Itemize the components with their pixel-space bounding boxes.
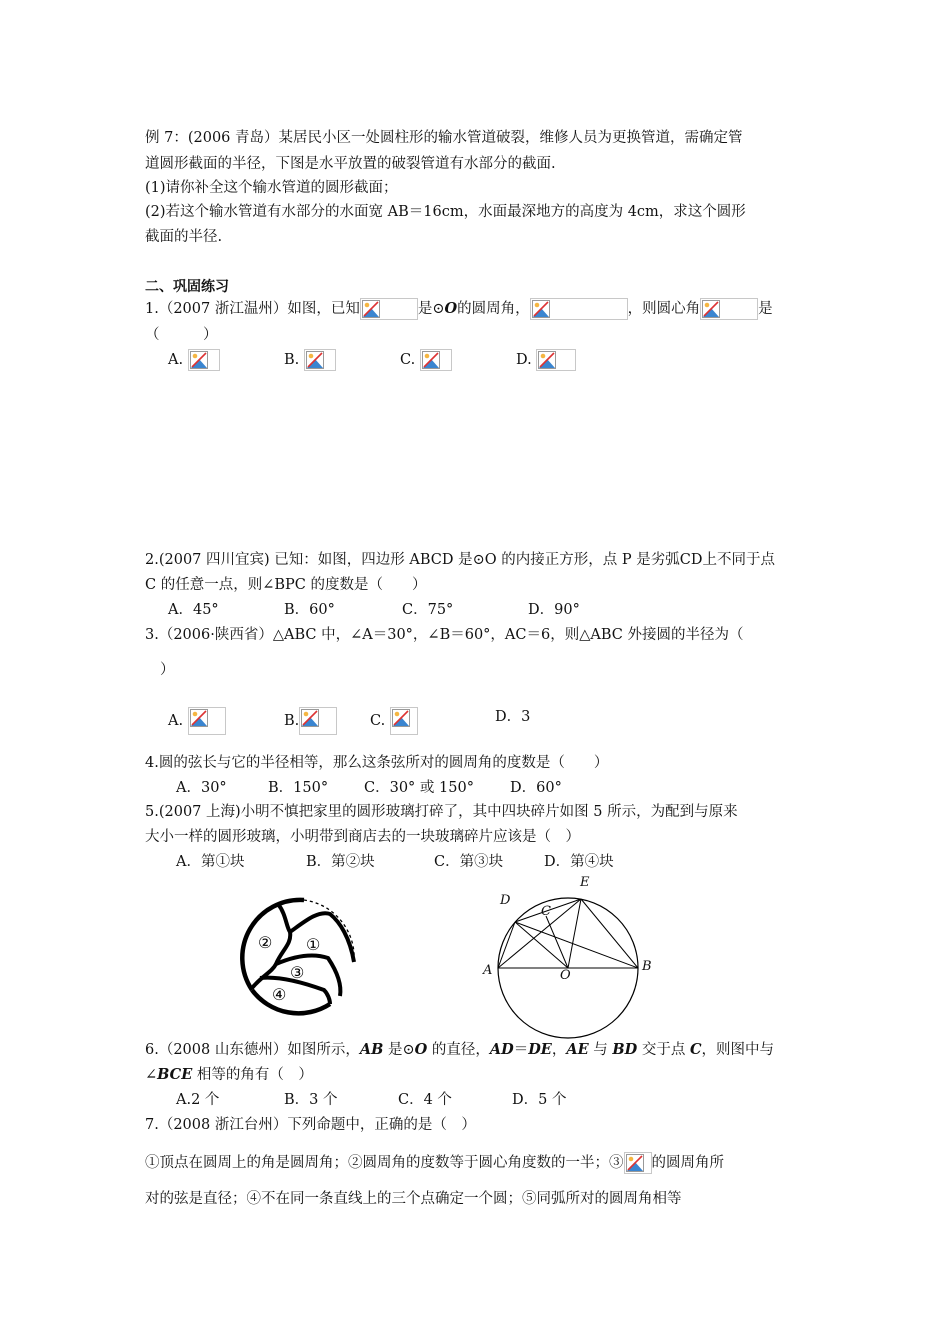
q1-text-1: 1.（2007 浙江温州）如图，已知 xyxy=(145,301,360,317)
q2-option-a: A．45° xyxy=(168,602,219,618)
q6-text-8: ，则图中与 xyxy=(701,1042,774,1058)
q6-option-d: D．5 个 xyxy=(512,1092,567,1108)
q6-var-ab: AB xyxy=(359,1041,384,1058)
q6-var-bd: BD xyxy=(612,1041,638,1058)
broken-image-icon xyxy=(624,1152,652,1174)
example7-line2: 道圆形截面的半径，下图是水平放置的破裂管道有水部分的截面. xyxy=(145,156,556,172)
q6-text-10: 相等的角有（ ） xyxy=(192,1067,313,1083)
broken-image-icon xyxy=(304,349,336,371)
q7-text-1: ①顶点在圆周上的角是圆周角；②圆周角的度数等于圆心角度数的一半；③ xyxy=(145,1155,624,1171)
broken-image-icon xyxy=(536,349,576,371)
q2-option-d: D．90° xyxy=(528,602,580,618)
q1-text-3: 的圆周角， xyxy=(457,301,530,317)
q1-option-b xyxy=(284,349,336,371)
piece-label-3: ③ xyxy=(290,963,305,982)
example7-line4: (2)若这个输水管道有水部分的水面宽 AB＝16cm，水面最深地方的高度为 4cm，求这个圆形 xyxy=(145,204,746,220)
q1-option-a xyxy=(168,349,220,371)
q2-line2: C 的任意一点，则∠BPC 的度数是（ ） xyxy=(145,577,427,593)
q1-text-2: 是⊙ xyxy=(417,301,445,317)
q3-option-d: D．3 xyxy=(495,709,531,725)
q5-option-b: B．第②块 xyxy=(306,854,375,870)
q2-option-b: B．60° xyxy=(284,602,335,618)
q6-line1 xyxy=(145,1040,774,1060)
q5-option-d: D．第④块 xyxy=(544,854,614,870)
piece-label-2: ② xyxy=(258,933,273,952)
segment-co xyxy=(546,916,568,968)
q6-var-ad: AD xyxy=(489,1041,514,1058)
q1-line1 xyxy=(145,298,773,320)
q6-text-5: ， xyxy=(551,1042,567,1058)
q3-option-a xyxy=(168,707,226,735)
q6-text-7: 交于点 xyxy=(637,1042,690,1058)
broken-image-icon xyxy=(390,707,418,735)
q2-option-c: C．75° xyxy=(402,602,454,618)
point-label-c: C xyxy=(541,904,551,919)
point-label-o: O xyxy=(560,968,571,983)
broken-image-icon xyxy=(188,349,220,371)
point-label-e: E xyxy=(580,875,590,890)
q1-option-d-label: D. xyxy=(516,352,532,368)
q4-option-a: A．30° xyxy=(176,780,227,796)
q6-var-de: DE xyxy=(528,1041,552,1058)
q1-line2: （ ） xyxy=(145,327,218,343)
example7-line5: 截面的半径. xyxy=(145,229,223,245)
q3-option-a-label: A. xyxy=(168,713,184,729)
q5-option-c: C．第③块 xyxy=(434,854,504,870)
q1-option-b-label: B. xyxy=(284,352,300,368)
q1-option-c-label: C. xyxy=(400,352,416,368)
section-title: 二、巩固练习 xyxy=(145,279,229,295)
q7-line3: 对的弦是直径；④不在同一条直线上的三个点确定一个圆；⑤同弧所对的圆周角相等 xyxy=(145,1191,682,1207)
broken-image-icon xyxy=(299,707,337,735)
example7-line1: 例 7：(2006 青岛）某居民小区一处圆柱形的输水管道破裂，维修人员为更换管道，需确定管 xyxy=(145,130,743,146)
point-label-a: A xyxy=(483,963,493,978)
q1-option-c xyxy=(400,349,452,371)
glass-outer-arc-bottom xyxy=(252,990,330,1013)
q6-var-o: O xyxy=(414,1041,428,1058)
segment-do xyxy=(515,922,568,968)
q6-text-2: 是⊙ xyxy=(383,1042,415,1058)
broken-image-icon xyxy=(700,298,758,320)
broken-image-icon xyxy=(530,298,628,320)
q1-text-4: ，则圆心角 xyxy=(627,301,701,317)
q7-line2 xyxy=(145,1152,724,1174)
point-label-d: D xyxy=(500,893,511,908)
q3-option-b xyxy=(284,707,337,735)
q1-circle-o: O xyxy=(444,300,458,317)
q5-line2: 大小一样的圆形玻璃，小明带到商店去的一块玻璃碎片应该是（ ） xyxy=(145,829,580,845)
q4-option-b: B．150° xyxy=(268,780,329,796)
piece-label-4: ④ xyxy=(272,985,287,1004)
piece-label-1: ① xyxy=(306,935,321,954)
broken-image-icon xyxy=(360,298,418,320)
q3-option-b-label: B. xyxy=(284,713,300,729)
q6-text-3: 的直径， xyxy=(427,1042,490,1058)
q7-line1: 7.（2008 浙江台州）下列命题中，正确的是（ ） xyxy=(145,1117,476,1133)
segment-eo xyxy=(568,899,581,968)
q6-option-c: C．4 个 xyxy=(398,1092,452,1108)
q4-line1: 4.圆的弦长与它的半径相等，那么这条弦所对的圆周角的度数是（ ） xyxy=(145,755,609,771)
q3-option-c xyxy=(370,707,418,735)
broken-glass-figure xyxy=(232,892,362,1022)
q1-text-5: 是 xyxy=(758,301,773,317)
q6-option-b: B．3 个 xyxy=(284,1092,338,1108)
q6-text-4: ＝ xyxy=(513,1042,529,1058)
q6-var-bce: BCE xyxy=(157,1066,193,1083)
q1-option-d xyxy=(516,349,576,371)
q4-option-d: D．60° xyxy=(510,780,562,796)
broken-image-icon xyxy=(420,349,452,371)
q3-line2: ） xyxy=(160,662,175,678)
q4-option-c: C．30° 或 150° xyxy=(364,780,474,796)
q1-option-a-label: A. xyxy=(168,352,184,368)
broken-image-icon xyxy=(188,707,226,735)
q6-text-1: 6.（2008 山东德州）如图所示， xyxy=(145,1042,360,1058)
example7-line3: (1)请你补全这个输水管道的圆形截面； xyxy=(145,180,398,196)
q6-var-ae: AE xyxy=(566,1041,589,1058)
q6-text-9: ∠ xyxy=(145,1067,158,1083)
q6-option-a: A.2 个 xyxy=(176,1092,220,1108)
q3-option-c-label: C. xyxy=(370,713,386,729)
q6-var-c: C xyxy=(689,1041,702,1058)
point-label-b: B xyxy=(642,959,652,974)
q5-line1: 5.(2007 上海)小明不慎把家里的圆形玻璃打碎了，其中四块碎片如图 5 所示，为配到与原来 xyxy=(145,804,738,820)
q3-line1: 3.（2006·陕西省）△ABC 中，∠A＝30°，∠B＝60°，AC＝6，则△ABC 外接圆的半径为（ xyxy=(145,627,744,643)
q6-line2 xyxy=(145,1065,313,1085)
q2-line1: 2.(2007 四川宜宾) 已知：如图，四边形 ABCD 是⊙O 的内接正方形，点 P 是劣弧CD上不同于点 xyxy=(145,552,775,568)
q5-option-a: A．第①块 xyxy=(176,854,245,870)
q6-text-6: 与 xyxy=(588,1042,613,1058)
q7-text-2: 的圆周角所 xyxy=(651,1155,724,1171)
